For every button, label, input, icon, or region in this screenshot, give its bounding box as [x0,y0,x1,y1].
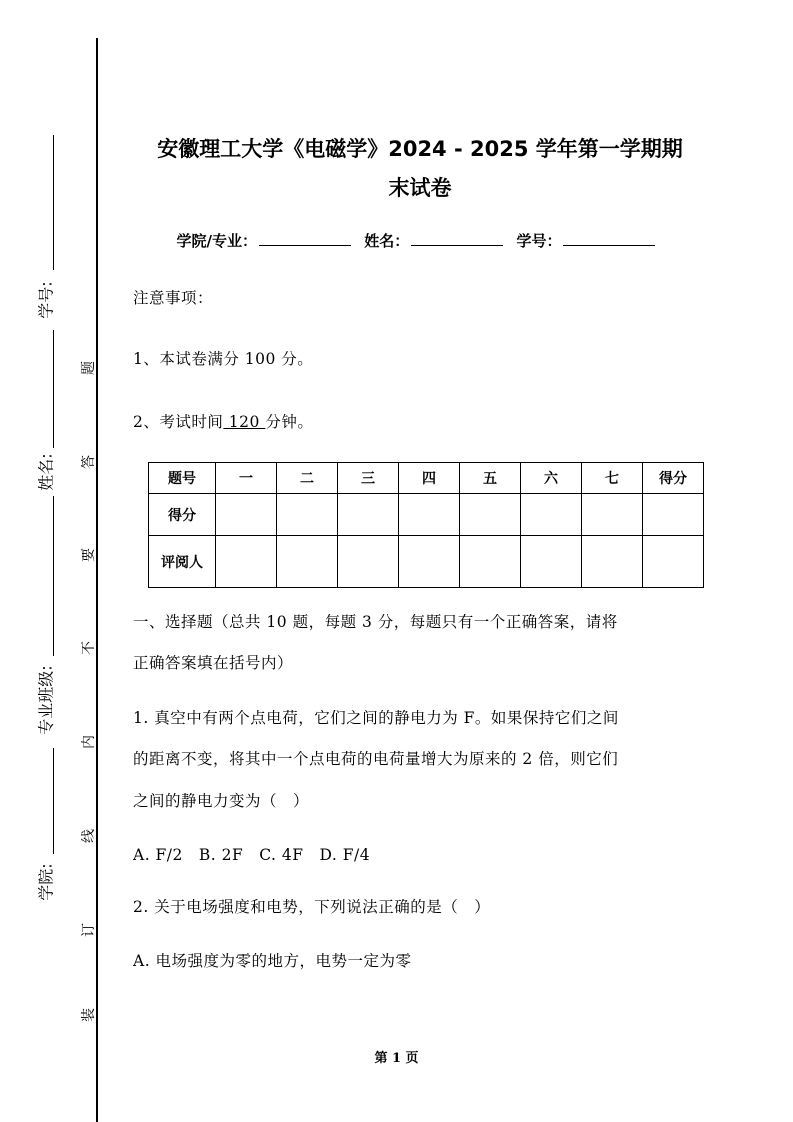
seal-char: 不 [81,641,97,655]
seal-char: 线 [81,829,97,843]
table-cell[interactable] [582,494,643,536]
margin-underline [53,496,54,656]
table-header-cell: 得分 [643,463,704,494]
question-text: 1. 真空中有两个点电荷，它们之间的静电力为 F。如果保持它们之间 [133,709,619,727]
table-cell[interactable] [521,494,582,536]
section-heading: 正确答案填在括号内） [133,654,294,672]
table-cell[interactable] [460,536,521,588]
table-cell[interactable] [216,536,277,588]
table-cell[interactable] [399,494,460,536]
name-label: 姓名： [364,232,410,250]
notes-heading: 注意事项： [133,289,214,307]
margin-college-label: 学院: [36,863,56,901]
margin-underline [53,330,54,448]
table-cell[interactable] [643,494,704,536]
exam-title-line1: 安徽理工大学《电磁学》2024 - 2025 学年第一学期期 [157,137,683,161]
table-header-cell: 三 [338,463,399,494]
score-table [148,462,704,588]
table-header-cell: 四 [399,463,460,494]
college-blank[interactable] [259,231,351,246]
binding-line [96,38,98,1122]
seal-char: 答 [81,455,97,469]
row-label: 评阅人 [149,536,216,588]
seal-char: 题 [81,361,97,375]
table-cell[interactable] [399,536,460,588]
question-text: 2. 关于电场强度和电势，下列说法正确的是（ ） [133,898,491,916]
table-cell[interactable] [460,494,521,536]
table-header-cell: 题号 [149,463,216,494]
student-info-line [120,230,720,251]
table-header-cell: 二 [277,463,338,494]
seal-char: 要 [81,548,97,562]
table-header-cell: 一 [216,463,277,494]
table-header-cell: 七 [582,463,643,494]
question-option: A. 电场强度为零的地方，电势一定为零 [133,952,412,970]
note-item [133,410,313,432]
note-text: 2、考试时间 [133,413,224,431]
table-cell[interactable] [216,494,277,536]
table-header-cell: 五 [460,463,521,494]
question-text: 的距离不变，将其中一个点电荷的电荷量增大为原来的 2 倍，则它们 [133,750,619,768]
table-cell[interactable] [521,536,582,588]
exam-duration: 120 [223,413,266,431]
id-label: 学号： [516,232,562,250]
table-row [149,494,704,536]
table-cell[interactable] [277,536,338,588]
note-item: 1、本试卷满分 100 分。 [133,350,314,368]
row-label: 得分 [149,494,216,536]
seal-char: 订 [81,923,97,937]
table-cell[interactable] [277,494,338,536]
seal-char: 内 [81,735,97,749]
table-cell[interactable] [338,494,399,536]
seal-char: 装 [81,1008,97,1022]
name-blank[interactable] [411,231,503,246]
question-options: A. F/2 B. 2F C. 4F D. F/4 [133,846,371,864]
table-header-row [149,463,704,494]
margin-student-id-label: 学号: [36,281,56,319]
margin-underline [53,135,54,270]
table-cell[interactable] [643,536,704,588]
margin-class-label: 专业班级: [36,665,56,735]
table-cell[interactable] [582,536,643,588]
note-text: 分钟。 [265,413,314,431]
margin-underline [53,748,54,854]
table-header-cell: 六 [521,463,582,494]
page-number: 第 1 页 [374,1051,419,1066]
section-heading: 一、选择题（总共 10 题，每题 3 分，每题只有一个正确答案，请将 [133,613,618,631]
college-label: 学院/专业： [176,232,257,250]
table-row [149,536,704,588]
exam-title-line2: 末试卷 [388,176,452,200]
id-blank[interactable] [563,231,655,246]
margin-name-label: 姓名: [36,453,56,491]
question-text: 之间的静电力变为（ ） [133,792,310,810]
table-cell[interactable] [338,536,399,588]
